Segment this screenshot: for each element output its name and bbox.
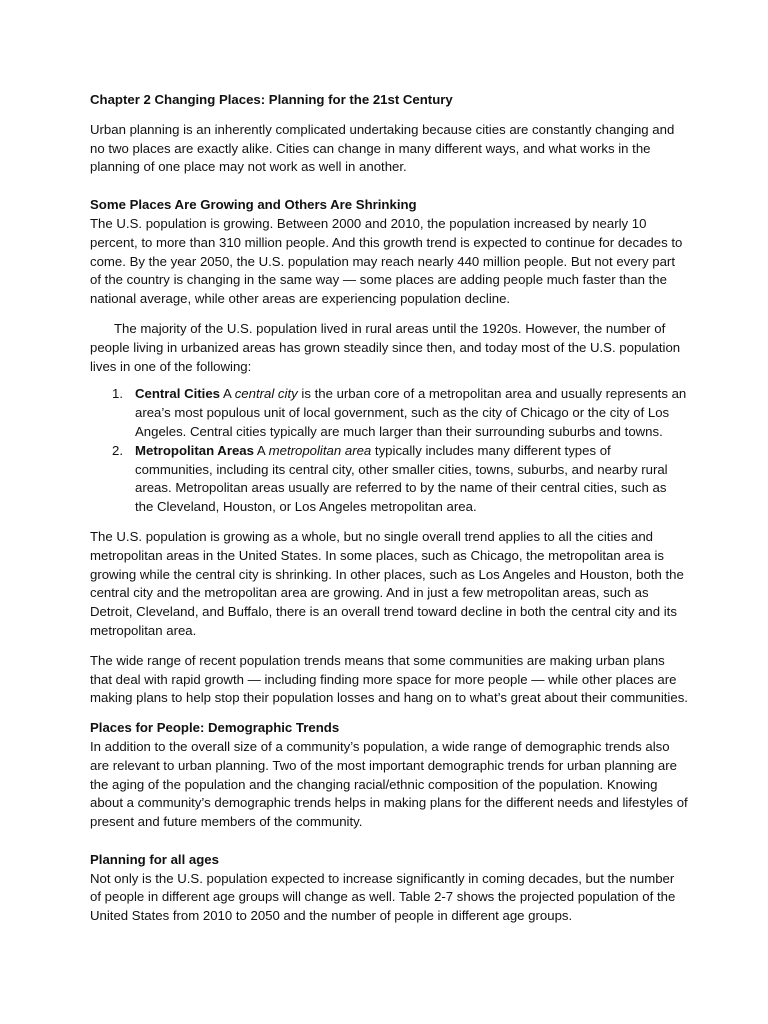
paragraph-rural-urban: The majority of the U.S. population lived in rural areas until the 1920s. However, the number of people living in urbanized areas has grown steadily since then, and today most of the U.S. population lives in one of the following:	[90, 320, 681, 374]
spacer	[90, 843, 688, 851]
list-text: typically includes many different types of communities, including its central city, other smaller cities, towns, suburbs, and nearby rural areas. Metropolitan areas usually are referred to by the name of their central cities, such as the Cleveland, Houston, or Los Angeles metropolitan area.	[135, 442, 668, 515]
list-item	[90, 442, 688, 517]
list-text-pre: A	[253, 442, 269, 458]
list-defined-term: central city	[234, 386, 298, 402]
list-text: is the urban core of a metropolitan area and usually represents an area’s most populous unit of local government, such as the city of Chicago or the city of Los Angeles. Central cities typically are much larger than their surrounding suburbs and towns.	[135, 386, 687, 439]
list-defined-term: metropolitan area	[268, 442, 372, 458]
spacer	[90, 188, 688, 196]
list-term: Metropolitan Areas	[135, 442, 254, 458]
paragraph-no-single-trend: The U.S. population is growing as a whole, but no single overall trend applies to all the cities and metropolitan areas in the United States. In some places, such as Chicago, the metropolitan area is growing while the central city is shrinking. In other places, such as Los Angeles and Houston, both the central city and the metropolitan area are growing. And in just a few metropolitan areas, such as Detroit, Cleveland, and Buffalo, there is an overall trend toward decline in both the central city and its metropolitan area.	[90, 528, 684, 638]
list-item	[90, 385, 688, 441]
paragraph-population-growth: The U.S. population is growing. Between 2000 and 2010, the population increased by nearly 10 percent, to more than 310 million people. And this growth trend is expected to continue for decades to come. By the year 2050, the U.S. population may reach nearly 440 million people. But not every part of the country is changing in the same way — some places are adding people much faster than the national average, while other areas are experiencing population decline.	[90, 215, 683, 307]
paragraph-demographic-trends: In addition to the overall size of a community’s population, a wide range of demographic trends also are relevant to urban planning. Two of the most important demographic trends for urban planning are the aging of the population and the changing racial/ethnic composition of the population. Knowing about a community’s demographic trends helps in making plans for the different needs and lifestyles of present and future members of the community.	[90, 738, 688, 830]
paragraph-age-groups: Not only is the U.S. population expected to increase significantly in coming decades, but the number of people in different age groups will change as well. Table 2-7 shows the projected population of the United States from 2010 to 2050 and the number of people in different age groups.	[90, 870, 676, 924]
list-number: 2.	[112, 442, 123, 458]
section-heading-demographic-trends: Places for People: Demographic Trends	[90, 720, 340, 736]
chapter-title: Chapter 2 Changing Places: Planning for the 21st Century	[90, 92, 453, 107]
list-term: Central Cities	[135, 386, 221, 402]
list-text-pre: A	[220, 386, 235, 402]
area-types-list	[90, 385, 688, 517]
section-heading-growing-shrinking: Some Places Are Growing and Others Are Shrinking	[90, 197, 417, 213]
intro-paragraph: Urban planning is an inherently complicated undertaking because cities are constantly changing and no two places are exactly alike. Cities can change in many different ways, and what works in the planning of one place may not work as well in another.	[90, 121, 675, 175]
section-heading-all-ages: Planning for all ages	[90, 851, 219, 867]
list-number: 1.	[112, 386, 123, 402]
paragraph-wide-range-trends: The wide range of recent population trends means that some communities are making urban plans that deal with rapid growth — including finding more space for more people — while other places are making plans to help stop their population losses and hang on to what’s great about their communities.	[90, 652, 688, 706]
